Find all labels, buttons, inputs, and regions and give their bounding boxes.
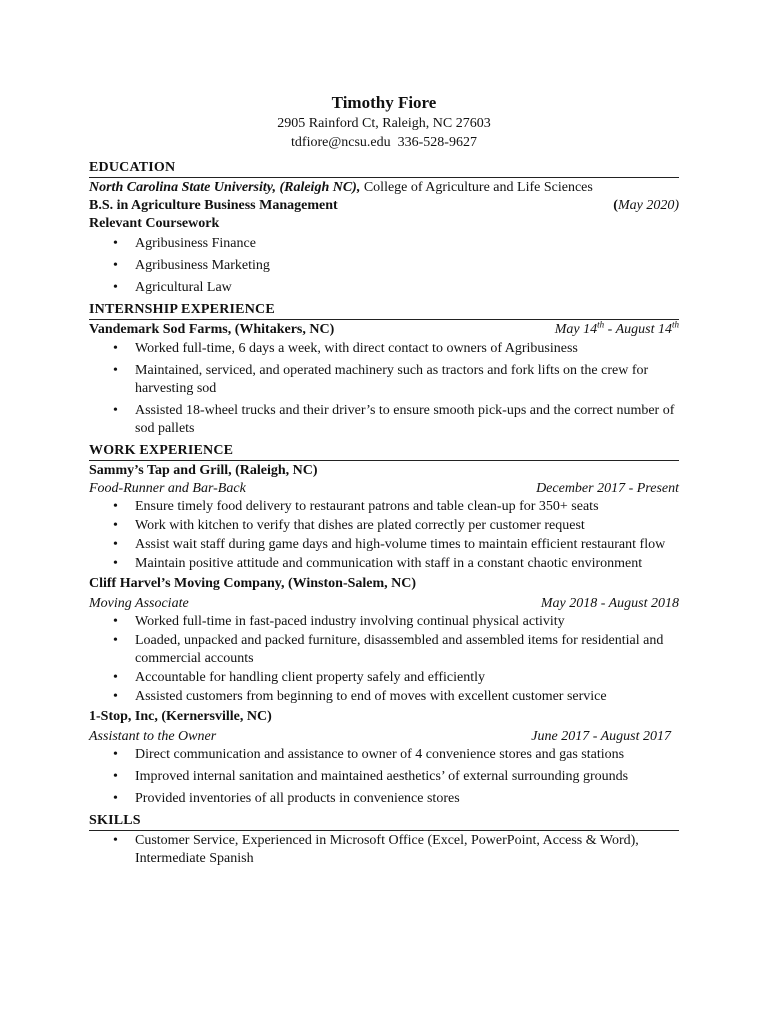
coursework-list bbox=[89, 235, 679, 297]
list-item: • Agribusiness Finance bbox=[135, 235, 679, 253]
list-item: • Maintained, serviced, and operated machinery such as tractors and fork lifts on the crew for harvesting sod bbox=[135, 362, 679, 398]
address: 2905 Rainford Ct, Raleigh, NC 27603 bbox=[277, 116, 491, 131]
list-item: • Maintain positive attitude and communication with staff in a constant chaotic environment bbox=[135, 555, 679, 573]
internship-row bbox=[89, 321, 679, 339]
list-item: • Assisted 18-wheel trucks and their driver’s to ensure smooth pick-ups and the correct number of sod pallets bbox=[135, 402, 679, 438]
job-entry bbox=[89, 708, 679, 808]
list-item: • Worked full-time in fast-paced industry involving continual physical activity bbox=[135, 613, 679, 631]
job-bullets bbox=[89, 746, 679, 808]
work-section bbox=[89, 442, 679, 808]
job-title-row bbox=[89, 728, 679, 746]
list-item: • Work with kitchen to verify that dishes are plated correctly per customer request bbox=[135, 517, 679, 535]
job-dates: December 2017 - Present bbox=[536, 481, 679, 496]
job-company: Cliff Harvel’s Moving Company, (Winston-Salem, NC) bbox=[89, 576, 417, 591]
job-bullets bbox=[89, 498, 679, 573]
skills-bullets bbox=[89, 832, 679, 868]
date-paren: ( bbox=[613, 198, 618, 213]
job-company: Sammy’s Tap and Grill, (Raleigh, NC) bbox=[89, 463, 318, 478]
school-row bbox=[89, 179, 679, 197]
list-item: • Assist wait staff during game days and high-volume times to maintain efficient restaurant flow bbox=[135, 536, 679, 554]
school-line bbox=[89, 179, 593, 197]
list-item: • Agricultural Law bbox=[135, 279, 679, 297]
job-bullets bbox=[89, 613, 679, 706]
list-item: • Worked full-time, 6 days a week, with direct contact to owners of Agribusiness bbox=[135, 340, 679, 358]
list-item: • Direct communication and assistance to owner of 4 convenience stores and gas stations bbox=[135, 746, 679, 764]
coursework-heading: Relevant Coursework bbox=[89, 216, 220, 231]
email: tdfiore@ncsu.edu bbox=[291, 135, 391, 150]
date-start: May 14 bbox=[554, 322, 598, 337]
job-company-row bbox=[89, 708, 679, 726]
internship-heading: INTERNSHIP EXPERIENCE bbox=[89, 301, 679, 320]
list-item: • Agribusiness Marketing bbox=[135, 257, 679, 275]
job-title-row bbox=[89, 480, 679, 498]
internship-dates bbox=[555, 321, 679, 339]
coursework-row bbox=[89, 215, 679, 233]
degree-row bbox=[89, 197, 679, 215]
degree: B.S. in Agriculture Business Management bbox=[89, 198, 338, 213]
list-item: • Customer Service, Experienced in Microsoft Office (Excel, PowerPoint, Access & Word), Intermediate Spanish bbox=[135, 832, 679, 868]
job-entry bbox=[89, 575, 679, 706]
list-item: • Loaded, unpacked and packed furniture, disassembled and assembled items for residential and commercial accounts bbox=[135, 632, 679, 668]
school-name: North Carolina State University, (Raleigh NC), bbox=[89, 180, 361, 195]
job-title: Food-Runner and Bar-Back bbox=[89, 481, 246, 496]
internship-bullets bbox=[89, 340, 679, 438]
resume-page bbox=[89, 92, 679, 869]
job-dates: May 2018 - August 2018 bbox=[540, 596, 679, 611]
college-name: College of Agriculture and Life Sciences bbox=[360, 180, 593, 195]
skills-heading: SKILLS bbox=[89, 812, 679, 831]
list-item: • Accountable for handling client property safely and efficiently bbox=[135, 669, 679, 687]
job-title: Moving Associate bbox=[89, 596, 189, 611]
date-end: - August 14 bbox=[604, 322, 672, 337]
job-entry bbox=[89, 462, 679, 573]
list-item: • Provided inventories of all products in convenience stores bbox=[135, 790, 679, 808]
education-heading: EDUCATION bbox=[89, 159, 679, 178]
internship-company: Vandemark Sod Farms, (Whitakers, NC) bbox=[89, 322, 335, 337]
internship-section bbox=[89, 301, 679, 438]
job-dates: June 2017 - August 2017 bbox=[531, 729, 671, 744]
resume-header bbox=[89, 92, 679, 152]
job-company-row bbox=[89, 462, 679, 480]
date-start-sup: th bbox=[597, 319, 605, 330]
phone: 336-528-9627 bbox=[397, 135, 477, 150]
skills-section bbox=[89, 812, 679, 868]
job-title-row bbox=[89, 595, 679, 613]
candidate-name: Timothy Fiore bbox=[331, 93, 437, 112]
contact-line bbox=[89, 133, 679, 152]
work-heading: WORK EXPERIENCE bbox=[89, 442, 679, 461]
date-end-sup: th bbox=[671, 319, 679, 330]
list-item: • Improved internal sanitation and maintained aesthetics’ of external surrounding grounds bbox=[135, 768, 679, 786]
list-item: • Assisted customers from beginning to end of moves with excellent customer service bbox=[135, 688, 679, 706]
degree-date bbox=[613, 197, 679, 215]
job-title: Assistant to the Owner bbox=[89, 729, 217, 744]
list-item: • Ensure timely food delivery to restaurant patrons and table clean-up for 350+ seats bbox=[135, 498, 679, 516]
job-company-row bbox=[89, 575, 679, 593]
job-company: 1-Stop, Inc, (Kernersville, NC) bbox=[89, 709, 272, 724]
education-section bbox=[89, 159, 679, 297]
graduation-date: May 2020) bbox=[617, 198, 679, 213]
